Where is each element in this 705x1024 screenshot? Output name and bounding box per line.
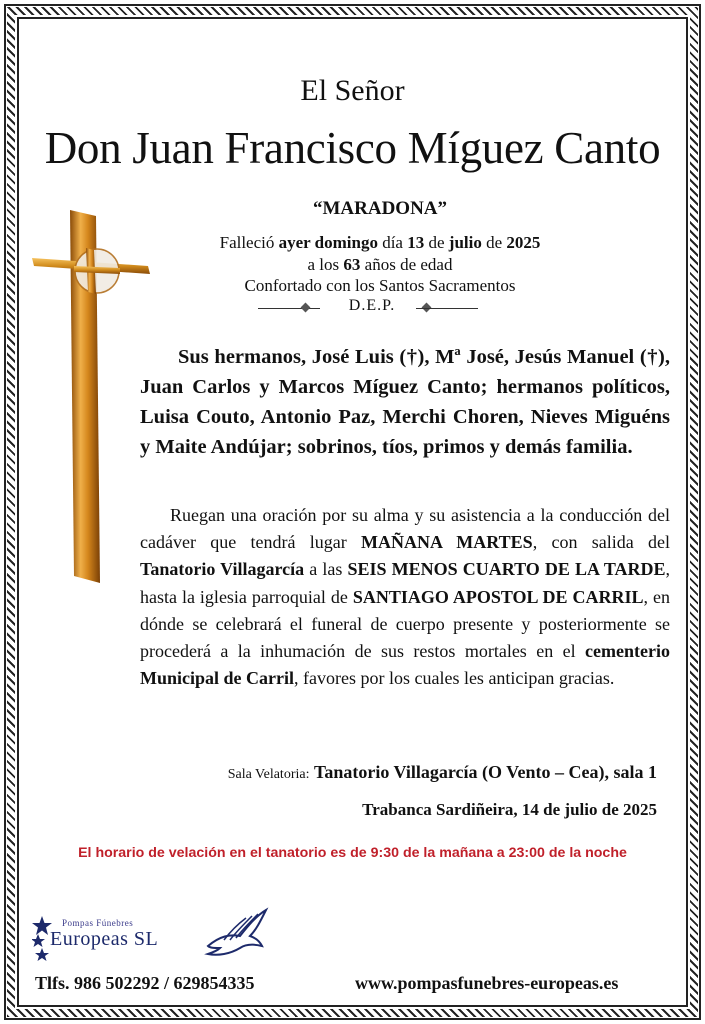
website-link[interactable]: www.pompasfunebres-europeas.es: [355, 973, 619, 993]
sala-label: Sala Velatoria:: [227, 767, 310, 782]
sala-value: Tanatorio Villagarcía (O Vento – Cea), sala 1: [313, 762, 657, 782]
logo-subtitle: Pompas Fúnebres: [62, 918, 134, 928]
phone-numbers: Tlfs. 986 502292 / 629854335: [35, 973, 255, 993]
nickname: “MARADONA”: [312, 198, 448, 219]
cross-icon: [30, 208, 152, 588]
place-date: Trabanca Sardiñeira, 14 de julio de 2025: [362, 800, 657, 819]
death-date-line: Falleció ayer domingo día 13 de julio de 2025: [219, 233, 541, 252]
visiting-hours: El horario de velación en el tanatorio es de 9:30 de la mañana a 23:00 de la noche: [78, 845, 627, 861]
family-paragraph: Sus hermanos, José Luis (†), Mª José, Jesús Manuel (†), Juan Carlos y Marcos Míguez Canto; hermanos políticos, Luisa Couto, Antonio Paz, Merchi Choren, Nieves Miguéns y Maite Andújar; sobrinos, tíos, primos y demás familia.: [140, 346, 670, 458]
sala-velatoria: [0, 762, 657, 783]
sacraments-line: Confortado con los Santos Sacramentos: [244, 276, 516, 295]
title-label: El Señor: [300, 74, 405, 107]
age-line: a los 63 años de edad: [307, 255, 453, 274]
company-logo: [32, 912, 192, 964]
stars-icon: [32, 916, 52, 966]
deceased-name: Don Juan Francisco Míguez Canto: [44, 123, 661, 173]
dove-icon: [200, 906, 270, 962]
dep-divider: [258, 297, 478, 321]
ceremony-paragraph: Ruegan una oración por su alma y su asistencia a la conducción del cadáver que tendrá lugar MAÑANA MARTES, con salida del Tanatorio Villagarcía a las SEIS MENOS CUARTO DE LA TARDE, hasta la iglesia parroquial de SANTIAGO APOSTOL DE CARRIL, en dónde se celebrará el funeral de cuerpo presente y posteriormente se procederá a la inhumación de sus restos mortales en el cementerio Municipal de Carril, favores por los cuales les anticipan gracias.: [140, 505, 671, 689]
logo-title: Europeas SL: [50, 928, 159, 950]
dep-label: D.E.P.: [348, 297, 396, 314]
